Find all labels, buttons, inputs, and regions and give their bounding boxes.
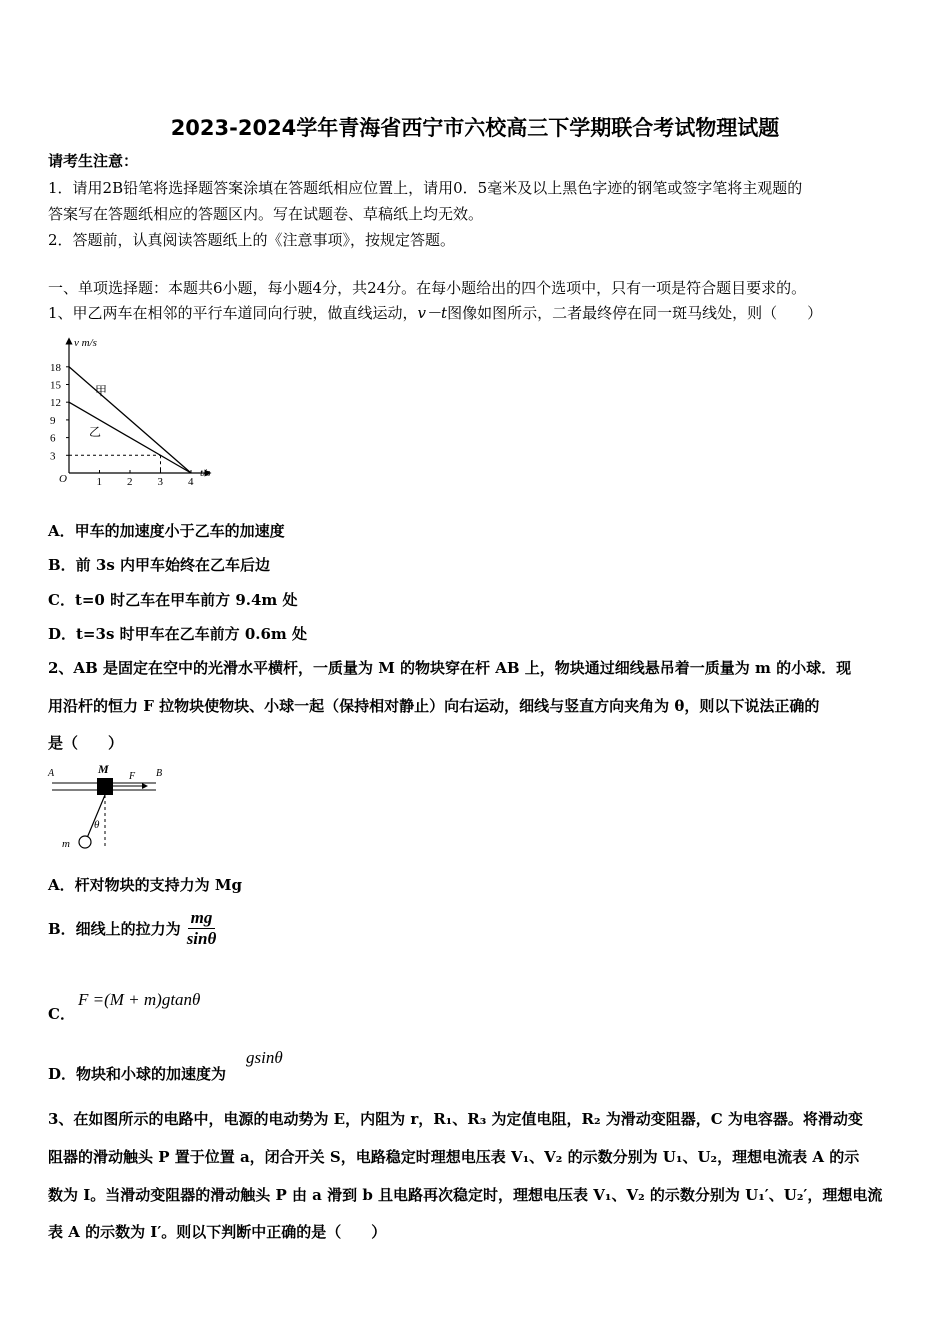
q1-stem-part-a: 1、甲乙两车在相邻的平行车道同向行驶，做直线运动， — [48, 304, 418, 322]
notice-line-1a: 1．请用2B铅笔将选择题答案涂填在答题纸相应位置上，请用0．5毫米及以上黑色字迹的钢笔或签字笔将主观题的 — [48, 179, 803, 197]
q1-option-a: A．甲车的加速度小于乙车的加速度 — [48, 522, 285, 540]
q1-stem-part-b: 图像如图所示，二者最终停在同一斑马线处，则（ ） — [447, 304, 823, 322]
series-line-jia — [69, 367, 191, 473]
q3-line-4: 表 A 的示数为 I′。则以下判断中正确的是（ ） — [48, 1223, 387, 1241]
label-f: F — [129, 771, 136, 782]
label-small-m: m — [62, 838, 70, 850]
label-big-m: M — [98, 762, 109, 776]
string — [87, 795, 105, 838]
notice-line-1b: 答案写在答题纸相应的答题区内。写在试题卷、草稿纸上均无效。 — [48, 205, 484, 223]
block-m — [97, 778, 113, 795]
x-axis-label: t/s — [200, 467, 211, 479]
q2-option-b — [48, 908, 219, 949]
q3-line-2: 阻器的滑动触头 P 置于位置 a，闭合开关 S，电路稳定时理想电压表 V₁、V₂ 的示数分别为 U₁、U₂，理想电流表 A 的示 — [48, 1148, 860, 1166]
notice-line-2: 2．答题前，认真阅读答题纸上的《注意事项》，按规定答题。 — [48, 231, 456, 249]
q2-line-2: 用沿杆的恒力 F 拉物块使物块、小球一起（保持相对静止）向右运动，细线与竖直方向夹角为 θ，则以下说法正确的 — [48, 697, 820, 715]
q1-option-d: D．t=3s 时甲车在乙车前方 0.6m 处 — [48, 625, 308, 643]
label-theta: θ — [94, 819, 100, 831]
notice-heading: 请考生注意： — [48, 152, 139, 170]
line-label-yi: 乙 — [89, 425, 102, 439]
y-tick-label: 15 — [50, 379, 61, 392]
q2-line-3: 是（ ） — [48, 734, 124, 752]
q2-option-b-fraction — [184, 908, 220, 949]
q2-option-d: D．物块和小球的加速度为 — [48, 1065, 227, 1083]
q1-option-b: B．前 3s 内甲车始终在乙车后边 — [48, 556, 271, 574]
q3-line-3: 数为 I。当滑动变阻器的滑动触头 P 由 a 滑到 b 且电路再次稳定时，理想电压表 V₁、V₂ 的示数分别为 U₁′、U₂′，理想电流 — [48, 1186, 883, 1204]
ball-m — [79, 836, 91, 848]
label-b: B — [156, 768, 163, 779]
q1-stem-variable: v－t — [417, 304, 448, 322]
q2-line-1: 2、AB 是固定在空中的光滑水平横杆，一质量为 M 的物块穿在杆 AB 上，物块通过细线悬吊着一质量为 m 的小球．现 — [48, 659, 852, 677]
q1-stem — [48, 302, 822, 323]
page-title: 2023-2024学年青海省西宁市六校高三下学期联合考试物理试题 — [170, 116, 780, 140]
q2-option-b-text: B．细线上的拉力为 — [48, 920, 181, 938]
q1-vt-chart — [40, 333, 230, 492]
q2-option-d-formula: gsinθ — [246, 1048, 283, 1067]
series-line-yi — [69, 402, 191, 473]
line-label-jia: 甲 — [95, 384, 108, 398]
y-axis-label: v m/s — [74, 337, 97, 349]
label-a: A — [48, 768, 55, 779]
y-tick-label: 18 — [50, 361, 61, 374]
fraction-denominator: sinθ — [186, 929, 217, 948]
y-tick-label: 3 — [50, 450, 56, 463]
fraction-numerator: mg — [188, 908, 216, 929]
q2-option-c-formula: F =(M + m)gtanθ — [78, 990, 201, 1009]
q2-option-c: C． — [48, 1005, 75, 1023]
y-tick-label: 12 — [50, 397, 61, 410]
q2-option-a: A．杆对物块的支持力为 Mg — [48, 876, 242, 894]
force-arrowhead — [142, 783, 148, 789]
section-heading: 一、单项选择题：本题共6小题，每小题4分，共24分。在每小题给出的四个选项中，只有一项是符合题目要求的。 — [48, 279, 807, 297]
x-tick-label: 2 — [127, 476, 133, 488]
y-tick-label: 9 — [50, 414, 56, 427]
q1-option-c: C．t=0 时乙车在甲车前方 9.4m 处 — [48, 591, 298, 609]
origin-label: O — [59, 473, 67, 485]
q2-rod-block-figure — [44, 760, 174, 859]
x-tick-label: 1 — [96, 476, 102, 488]
y-tick-label: 6 — [50, 432, 56, 445]
x-tick-label: 3 — [157, 476, 163, 488]
x-tick-label: 4 — [188, 476, 194, 488]
q3-line-1: 3、在如图所示的电路中，电源的电动势为 E，内阻为 r，R₁、R₃ 为定值电阻，R₂ 为滑动变阻器，C 为电容器。将滑动变 — [48, 1110, 863, 1128]
